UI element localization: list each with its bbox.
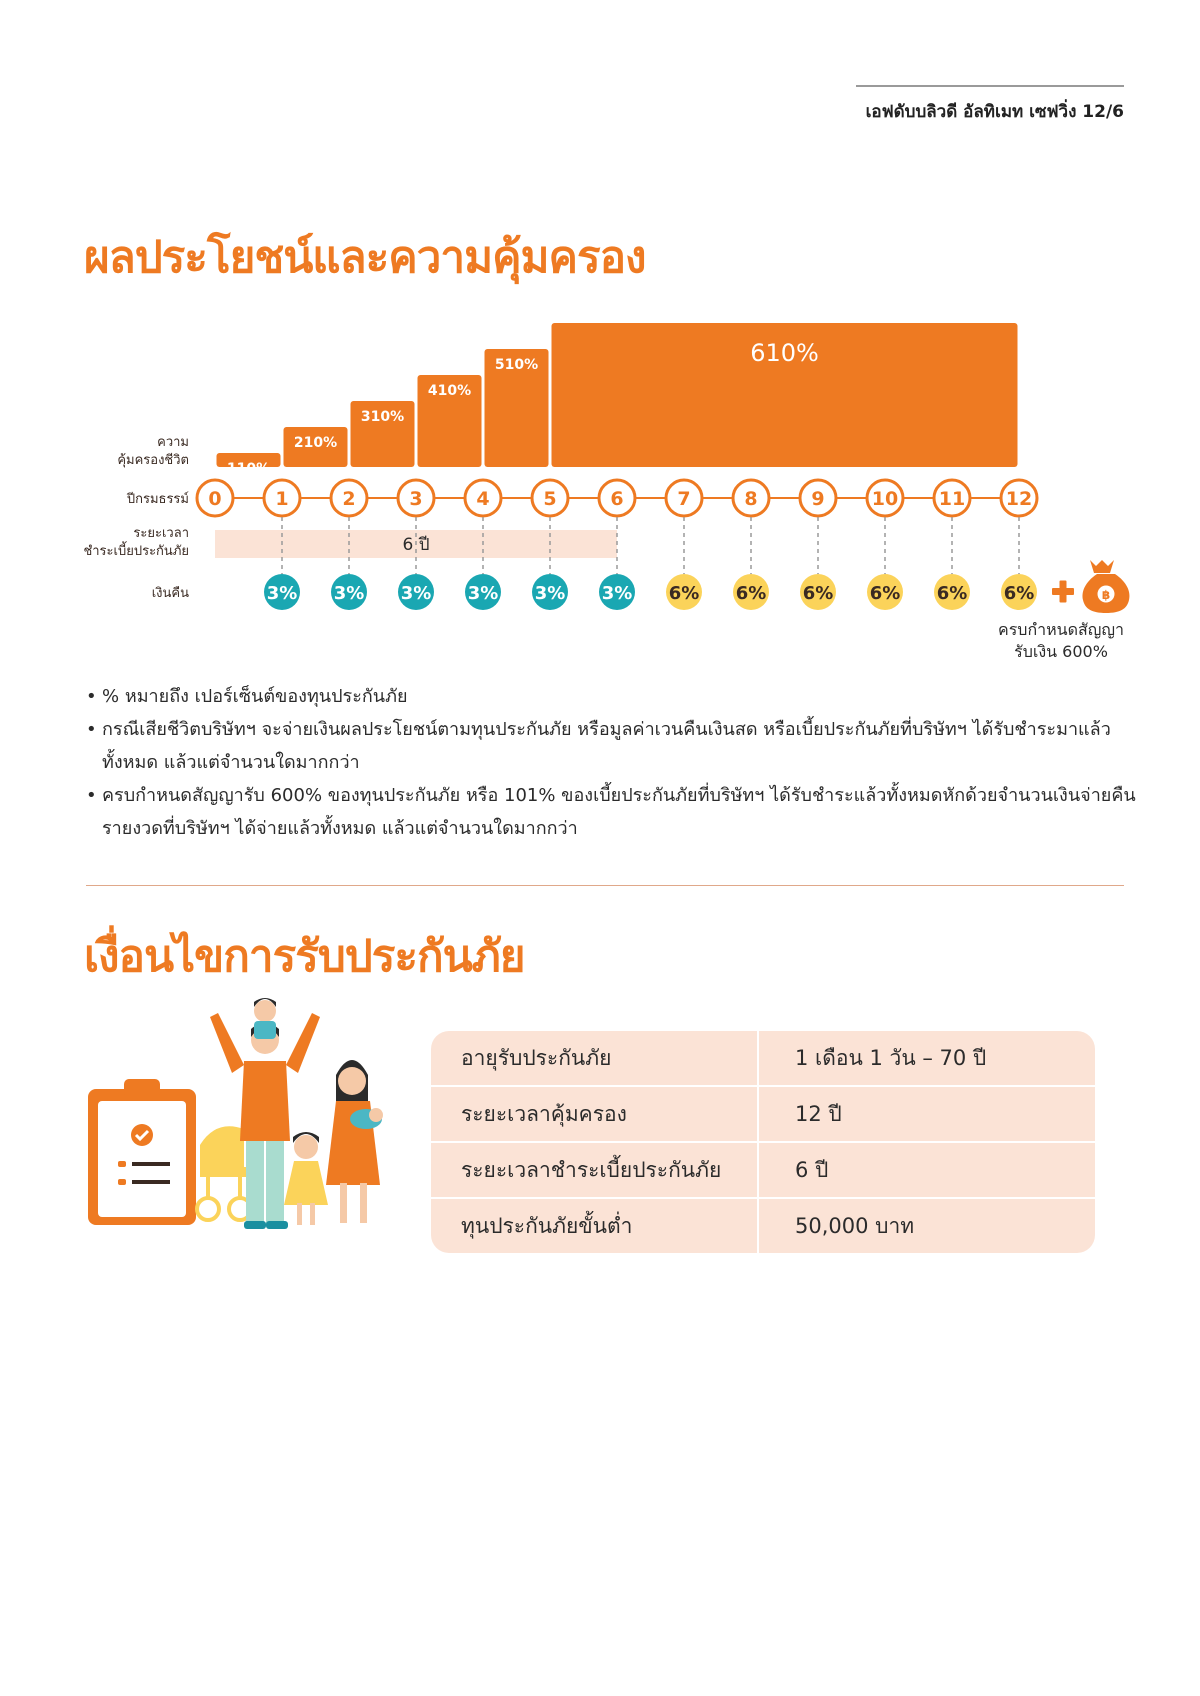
payment-row-label-line1: ระยะเวลา (133, 526, 189, 541)
family-illustration (84, 995, 404, 1235)
table-row (431, 1197, 1095, 1253)
cashback-label: 3% (266, 583, 298, 604)
cashback-label: 3% (534, 583, 566, 604)
cashback-label: 3% (400, 583, 432, 604)
money-bag-icon (1083, 560, 1130, 613)
cashback-label: 6% (668, 583, 700, 604)
cashback-label: 3% (467, 583, 499, 604)
table-row (431, 1085, 1095, 1141)
benefits-chart (0, 310, 1200, 680)
cashback-label: 6% (802, 583, 834, 604)
maturity-note-line1: ครบกำหนดสัญญา (997, 620, 1125, 639)
condition-label: อายุรับประกันภัย (431, 1031, 759, 1085)
note-item: • % หมายถึง เปอร์เซ็นต์ของทุนประกันภัย (86, 680, 1136, 713)
mother-figure (326, 1060, 383, 1223)
cashback-label: 6% (1003, 583, 1035, 604)
condition-label: ระยะเวลาชำระเบี้ยประกันภัย (431, 1143, 759, 1197)
cashback-label: 6% (735, 583, 767, 604)
policy-year-number: 11 (938, 488, 966, 510)
daughter-figure (284, 1132, 328, 1225)
policy-year-number: 3 (409, 488, 423, 510)
policy-year-number: 4 (476, 488, 490, 510)
condition-value: 12 ปี (795, 1101, 842, 1126)
condition-value: 6 ปี (795, 1157, 829, 1182)
policy-year-number: 10 (871, 488, 899, 510)
condition-value: 50,000 บาท (795, 1213, 915, 1238)
notes-list (86, 680, 1136, 845)
coverage-bar-label: 210% (293, 435, 338, 451)
table-row (431, 1031, 1095, 1085)
section-divider (86, 885, 1124, 886)
condition-label: ทุนประกันภัยขั้นต่ำ (431, 1199, 759, 1253)
svg-text:฿: ฿ (1101, 588, 1111, 602)
coverage-bar-label: 310% (360, 409, 405, 425)
product-name: เอฟดับบลิวดี อัลทิเมท เซฟวิ่ง 12/6 (865, 102, 1124, 122)
condition-value: 1 เดือน 1 วัน – 70 ปี (795, 1045, 987, 1070)
conditions-title: เงื่อนไขการรับประกันภัย (84, 931, 525, 982)
cashback-label: 3% (601, 583, 633, 604)
clipboard-icon (88, 1079, 196, 1225)
coverage-bar-label: 510% (494, 357, 539, 373)
policy-year-number: 1 (275, 488, 289, 510)
policy-year-number: 7 (677, 488, 691, 510)
policy-year-number: 12 (1005, 488, 1033, 510)
policy-year-number: 2 (342, 488, 356, 510)
cashback-label: 6% (936, 583, 968, 604)
coverage-bar-label: 410% (427, 383, 472, 399)
cashback-label: 6% (869, 583, 901, 604)
benefits-title: ผลประโยชน์และความคุ้มครอง (84, 232, 646, 283)
child-on-shoulders (254, 998, 276, 1039)
cashback-row-label: เงินคืน (151, 586, 189, 601)
note-item: • กรณีเสียชีวิตบริษัทฯ จะจ่ายเงินผลประโยชน์ตามทุนประกันภัย หรือมูลค่าเวนคืนเงินสด หรือเบี้ยประกันภัยที่บริษัทฯ ได้รับชำระมาแล้วทั้งหมด แล้วแต่จำนวนใดมากกว่า (86, 713, 1136, 779)
policy-year-number: 5 (543, 488, 557, 510)
table-row (431, 1141, 1095, 1197)
cashback-label: 3% (333, 583, 365, 604)
policy-year-number: 8 (744, 488, 758, 510)
conditions-table (431, 1031, 1095, 1253)
header-rule (856, 85, 1124, 87)
payment-row-label-line2: ชำระเบี้ยประกันภัย (83, 544, 189, 559)
policy-year-number: 0 (208, 488, 222, 510)
note-item: • ครบกำหนดสัญญารับ 600% ของทุนประกันภัย หรือ 101% ของเบี้ยประกันภัยที่บริษัทฯ ได้รับชำระแล้วทั้งหมดหักด้วยจำนวนเงินจ่ายคืนรายงวดที่บริษัทฯ ได้จ่ายแล้วทั้งหมด แล้วแต่จำนวนใดมากกว่า (86, 779, 1136, 845)
coverage-row-label-line2: คุ้มครองชีวิต (117, 453, 189, 468)
condition-label: ระยะเวลาคุ้มครอง (431, 1087, 759, 1141)
plus-icon (1052, 581, 1074, 603)
coverage-row-label-line1: ความ (157, 435, 189, 450)
policy-year-number: 6 (610, 488, 624, 510)
policy-year-row-label: ปีกรมธรรม์ (126, 492, 189, 507)
coverage-bar-label: 110% (226, 461, 271, 477)
maturity-note-line2: รับเงิน 600% (1014, 642, 1108, 661)
coverage-bar-label: 610% (750, 339, 819, 367)
policy-year-number: 9 (811, 488, 825, 510)
premium-payment-label: 6 ปี (402, 535, 430, 555)
